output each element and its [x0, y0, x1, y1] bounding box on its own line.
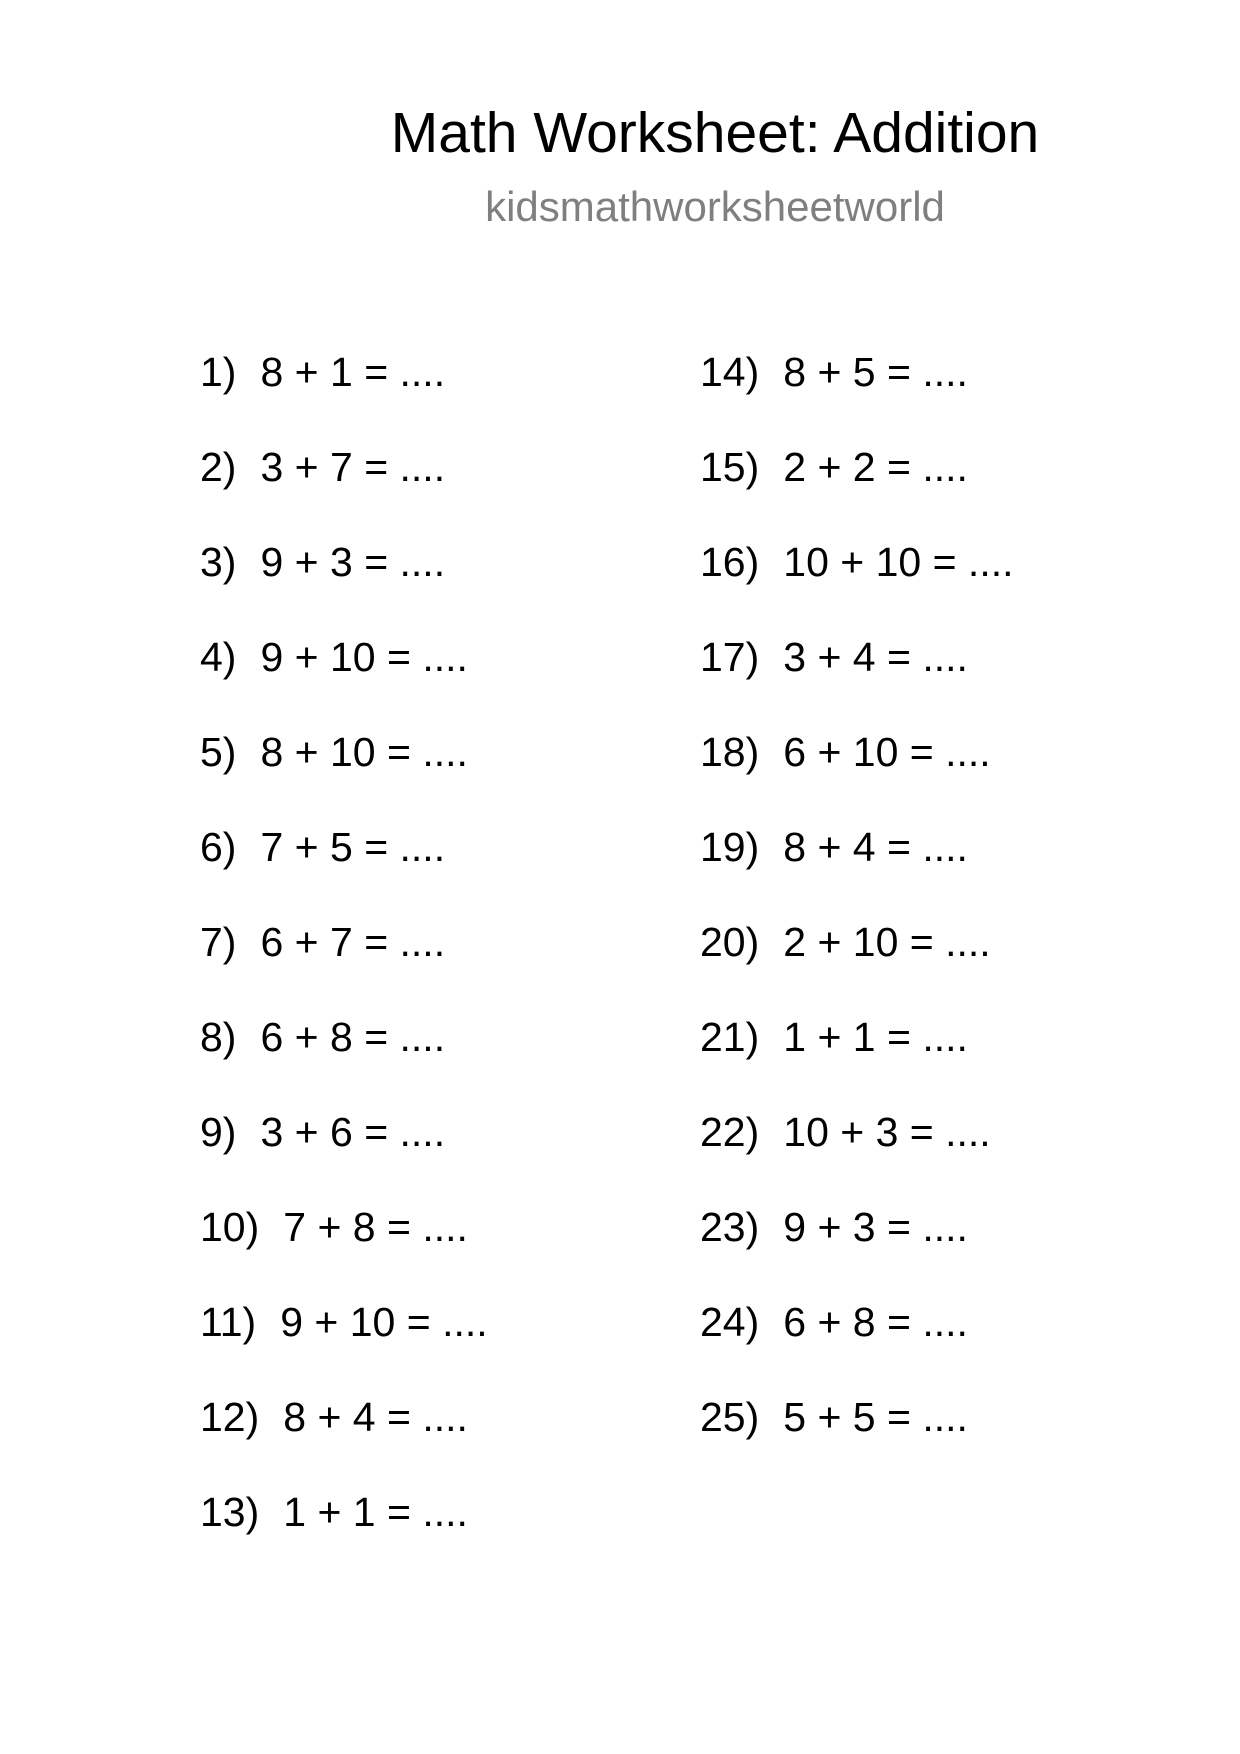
problem-item [200, 1197, 488, 1292]
page-subtitle: kidsmathworksheetworld [485, 183, 945, 230]
problem-item [700, 817, 1014, 912]
problem-item [200, 627, 488, 722]
problem-expression: 1 + 1 = .... [783, 1014, 968, 1060]
problem-item [700, 437, 1014, 532]
problem-number: 19) [700, 824, 760, 870]
problem-number: 23) [700, 1204, 760, 1250]
problem-item [200, 1387, 488, 1482]
problem-number: 13) [200, 1489, 260, 1535]
problem-item [700, 1102, 1014, 1197]
problem-expression: 1 + 1 = .... [283, 1489, 468, 1535]
problem-expression: 9 + 10 = .... [260, 634, 468, 680]
problem-number: 21) [700, 1014, 760, 1060]
problem-item [700, 532, 1014, 627]
problem-item [200, 437, 488, 532]
problem-item [200, 912, 488, 1007]
problem-number: 2) [200, 444, 237, 490]
problem-expression: 8 + 10 = .... [260, 729, 468, 775]
problem-expression: 5 + 5 = .... [783, 1394, 968, 1440]
problem-number: 20) [700, 919, 760, 965]
problem-number: 18) [700, 729, 760, 775]
problem-list-right [700, 342, 1014, 1482]
problem-expression: 10 + 3 = .... [783, 1109, 991, 1155]
problem-number: 8) [200, 1014, 237, 1060]
problem-number: 25) [700, 1394, 760, 1440]
problem-expression: 6 + 10 = .... [783, 729, 991, 775]
problem-expression: 3 + 6 = .... [260, 1109, 446, 1155]
problem-item [700, 912, 1014, 1007]
problem-number: 3) [200, 539, 237, 585]
page-title: Math Worksheet: Addition [390, 101, 1040, 165]
problem-number: 1) [200, 349, 237, 395]
problem-number: 7) [200, 919, 237, 965]
problem-expression: 8 + 1 = .... [260, 349, 446, 395]
problem-item [200, 722, 488, 817]
problem-number: 17) [700, 634, 760, 680]
problem-item [700, 627, 1014, 722]
problem-item [200, 1102, 488, 1197]
problem-expression: 6 + 7 = .... [260, 919, 446, 965]
problem-number: 14) [700, 349, 760, 395]
problem-expression: 3 + 4 = .... [783, 634, 968, 680]
problem-number: 4) [200, 634, 237, 680]
problem-expression: 9 + 10 = .... [280, 1299, 488, 1345]
problem-expression: 2 + 2 = .... [783, 444, 968, 490]
problem-expression: 8 + 4 = .... [783, 824, 968, 870]
problem-expression: 6 + 8 = .... [260, 1014, 446, 1060]
problem-item [200, 817, 488, 912]
problem-number: 16) [700, 539, 760, 585]
problem-number: 6) [200, 824, 237, 870]
problem-expression: 7 + 8 = .... [283, 1204, 468, 1250]
problem-expression: 8 + 5 = .... [783, 349, 968, 395]
problem-item [700, 722, 1014, 817]
problem-expression: 2 + 10 = .... [783, 919, 991, 965]
problem-number: 11) [200, 1299, 257, 1345]
problem-expression: 8 + 4 = .... [283, 1394, 468, 1440]
problem-item [200, 532, 488, 627]
problem-expression: 9 + 3 = .... [260, 539, 446, 585]
problem-expression: 9 + 3 = .... [783, 1204, 968, 1250]
problem-expression: 7 + 5 = .... [260, 824, 446, 870]
problem-item [200, 1292, 488, 1387]
problem-number: 10) [200, 1204, 260, 1250]
problem-number: 12) [200, 1394, 260, 1440]
problem-item [700, 1007, 1014, 1102]
problem-number: 15) [700, 444, 760, 490]
problem-expression: 10 + 10 = .... [783, 539, 1014, 585]
problem-list-left [200, 342, 488, 1577]
problem-number: 24) [700, 1299, 760, 1345]
problem-expression: 3 + 7 = .... [260, 444, 446, 490]
problem-item [700, 342, 1014, 437]
problem-number: 9) [200, 1109, 237, 1155]
problem-item [200, 1007, 488, 1102]
problem-item [200, 1482, 488, 1577]
problem-expression: 6 + 8 = .... [783, 1299, 968, 1345]
problem-item [200, 342, 488, 437]
problem-item [700, 1387, 1014, 1482]
problem-number: 5) [200, 729, 237, 775]
problem-item [700, 1292, 1014, 1387]
problem-item [700, 1197, 1014, 1292]
problem-number: 22) [700, 1109, 760, 1155]
